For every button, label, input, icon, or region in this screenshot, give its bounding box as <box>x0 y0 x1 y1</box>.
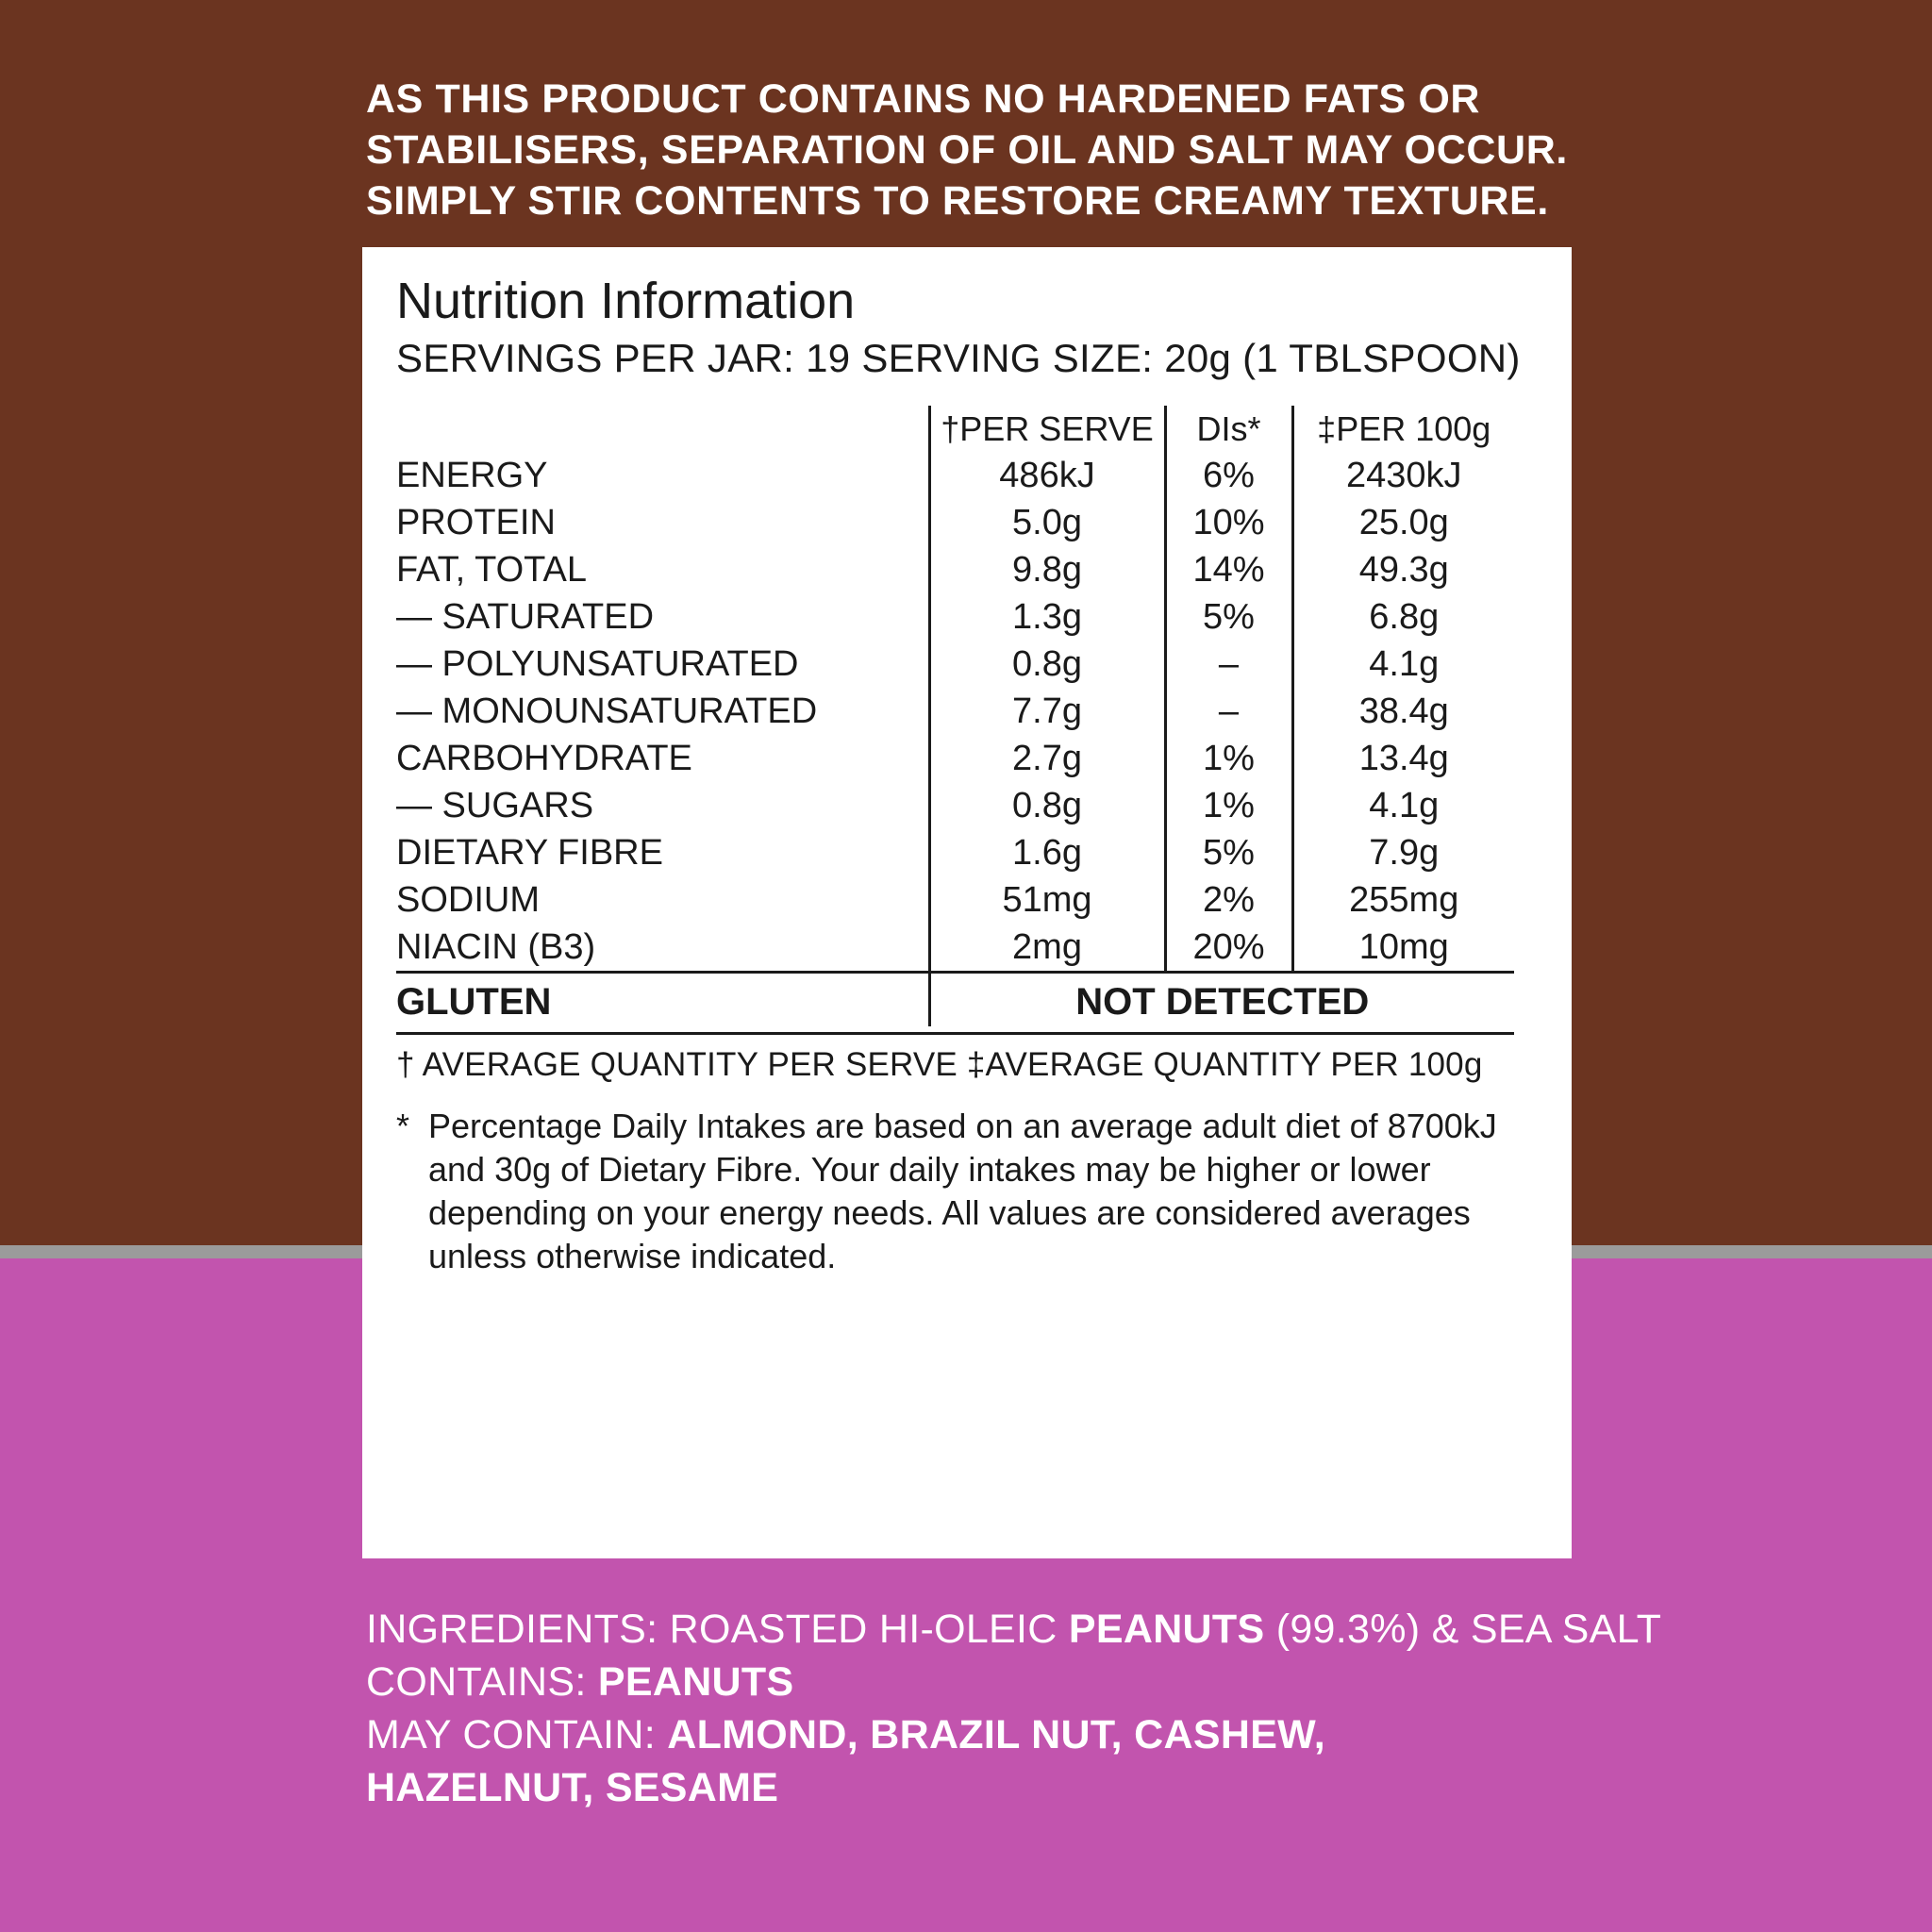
table-row <box>396 688 1514 735</box>
table-row <box>396 641 1514 688</box>
stir-instruction-line-1: AS THIS PRODUCT CONTAINS NO HARDENED FATS OR <box>366 76 1481 122</box>
column-header-per-100g: ‡PER 100g <box>1292 406 1514 452</box>
nutrient-per-100g: 13.4g <box>1292 735 1514 782</box>
nutrient-per-serve: 7.7g <box>929 688 1165 735</box>
ingredients-suffix: (99.3%) & SEA SALT <box>1264 1607 1662 1652</box>
table-row <box>396 735 1514 782</box>
nutrient-name: — MONOUNSATURATED <box>396 691 818 731</box>
may-contain-line-2 <box>366 1762 1687 1815</box>
nutrient-per-serve: 1.3g <box>929 593 1165 641</box>
nutrient-per-100g: 255mg <box>1292 876 1514 924</box>
nutrient-dis: 2% <box>1165 876 1292 924</box>
table-row <box>396 499 1514 546</box>
may-contain-line <box>366 1709 1687 1762</box>
table-row <box>396 593 1514 641</box>
nutrient-name: CARBOHYDRATE <box>396 739 692 778</box>
contains-prefix: CONTAINS: <box>366 1658 598 1705</box>
nutrient-per-100g: 4.1g <box>1292 641 1514 688</box>
contains-line <box>366 1657 1687 1709</box>
contains-allergen: PEANUTS <box>597 1658 794 1705</box>
nutrient-per-100g: 2430kJ <box>1292 452 1514 499</box>
nutrient-name: SODIUM <box>396 880 540 920</box>
stir-instruction-line-3: SIMPLY STIR CONTENTS TO RESTORE CREAMY TEXTURE. <box>366 178 1549 225</box>
nutrient-name: PROTEIN <box>396 503 556 542</box>
column-header-per-serve: †PER SERVE <box>929 406 1165 452</box>
nutrient-name: NIACIN (B3) <box>396 927 596 967</box>
gluten-row <box>396 973 1514 1027</box>
nutrient-dis: 14% <box>1165 546 1292 593</box>
nutrition-table <box>396 406 1514 1026</box>
nutrient-dis: 5% <box>1165 829 1292 876</box>
column-header-dis: DIs* <box>1165 406 1292 452</box>
table-row <box>396 452 1514 499</box>
servings-per-jar-line: SERVINGS PER JAR: 19 SERVING SIZE: 20g (1 TBLSPOON) <box>396 336 1521 380</box>
nutrient-per-serve: 0.8g <box>929 782 1165 829</box>
nutrient-per-serve: 1.6g <box>929 829 1165 876</box>
may-contain-allergens-2: HAZELNUT, SESAME <box>366 1764 779 1810</box>
nutrition-panel-title: Nutrition Information <box>396 273 856 329</box>
ingredients-peanuts-highlight: PEANUTS <box>1068 1607 1265 1652</box>
nutrient-name: — POLYUNSATURATED <box>396 644 799 684</box>
table-header-row <box>396 406 1514 452</box>
ingredients-line <box>366 1604 1687 1657</box>
nutrient-dis: – <box>1165 688 1292 735</box>
ingredients-block <box>366 1604 1687 1815</box>
nutrient-per-serve: 51mg <box>929 876 1165 924</box>
nutrient-name: — SATURATED <box>396 597 655 637</box>
nutrient-per-100g: 6.8g <box>1292 593 1514 641</box>
nutrient-per-serve: 9.8g <box>929 546 1165 593</box>
nutrient-per-100g: 7.9g <box>1292 829 1514 876</box>
nutrient-per-100g: 4.1g <box>1292 782 1514 829</box>
nutrient-dis: – <box>1165 641 1292 688</box>
may-contain-prefix: MAY CONTAIN: <box>366 1711 668 1757</box>
nutrient-name: FAT, TOTAL <box>396 550 588 590</box>
nutrient-name: DIETARY FIBRE <box>396 833 663 873</box>
nutrition-information-panel <box>362 247 1572 1558</box>
footnote-marker: * <box>396 1107 410 1145</box>
table-row <box>396 876 1514 924</box>
nutrient-per-serve: 0.8g <box>929 641 1165 688</box>
ingredients-prefix: INGREDIENTS: ROASTED HI-OLEIC <box>366 1607 1069 1652</box>
stir-instruction-note <box>366 74 1611 227</box>
average-quantity-legend: † AVERAGE QUANTITY PER SERVE ‡AVERAGE QUANTITY PER 100g <box>396 1046 1483 1083</box>
nutrient-per-serve: 486kJ <box>929 452 1165 499</box>
gluten-label: GLUTEN <box>396 973 929 1027</box>
nutrient-dis: 10% <box>1165 499 1292 546</box>
may-contain-allergens-1: ALMOND, BRAZIL NUT, CASHEW, <box>667 1711 1325 1757</box>
nutrient-per-serve: 2mg <box>929 924 1165 973</box>
nutrient-per-100g: 38.4g <box>1292 688 1514 735</box>
column-header-nutrient <box>396 406 929 452</box>
nutrient-name: — SUGARS <box>396 786 594 825</box>
table-bottom-rule <box>396 1032 1514 1035</box>
gluten-value: NOT DETECTED <box>929 973 1514 1027</box>
table-row <box>396 782 1514 829</box>
nutrient-dis: 1% <box>1165 782 1292 829</box>
table-row <box>396 546 1514 593</box>
nutrient-dis: 6% <box>1165 452 1292 499</box>
table-row <box>396 924 1514 973</box>
daily-intake-footnote <box>396 1105 1514 1278</box>
nutrient-name: ENERGY <box>396 456 548 495</box>
nutrient-dis: 1% <box>1165 735 1292 782</box>
nutrient-dis: 5% <box>1165 593 1292 641</box>
footnote-text: Percentage Daily Intakes are based on an average adult diet of 8700kJ and 30g of Dietary Fibre. Your daily intakes may be higher or lower depending on your energy needs. All values are considered averages unless otherwise indicated. <box>428 1107 1497 1276</box>
stir-instruction-line-2: STABILISERS, SEPARATION OF OIL AND SALT MAY OCCUR. <box>366 127 1568 174</box>
nutrient-per-serve: 2.7g <box>929 735 1165 782</box>
table-row <box>396 829 1514 876</box>
nutrient-per-100g: 10mg <box>1292 924 1514 973</box>
nutrient-per-100g: 25.0g <box>1292 499 1514 546</box>
nutrient-per-serve: 5.0g <box>929 499 1165 546</box>
nutrient-per-100g: 49.3g <box>1292 546 1514 593</box>
nutrient-dis: 20% <box>1165 924 1292 973</box>
